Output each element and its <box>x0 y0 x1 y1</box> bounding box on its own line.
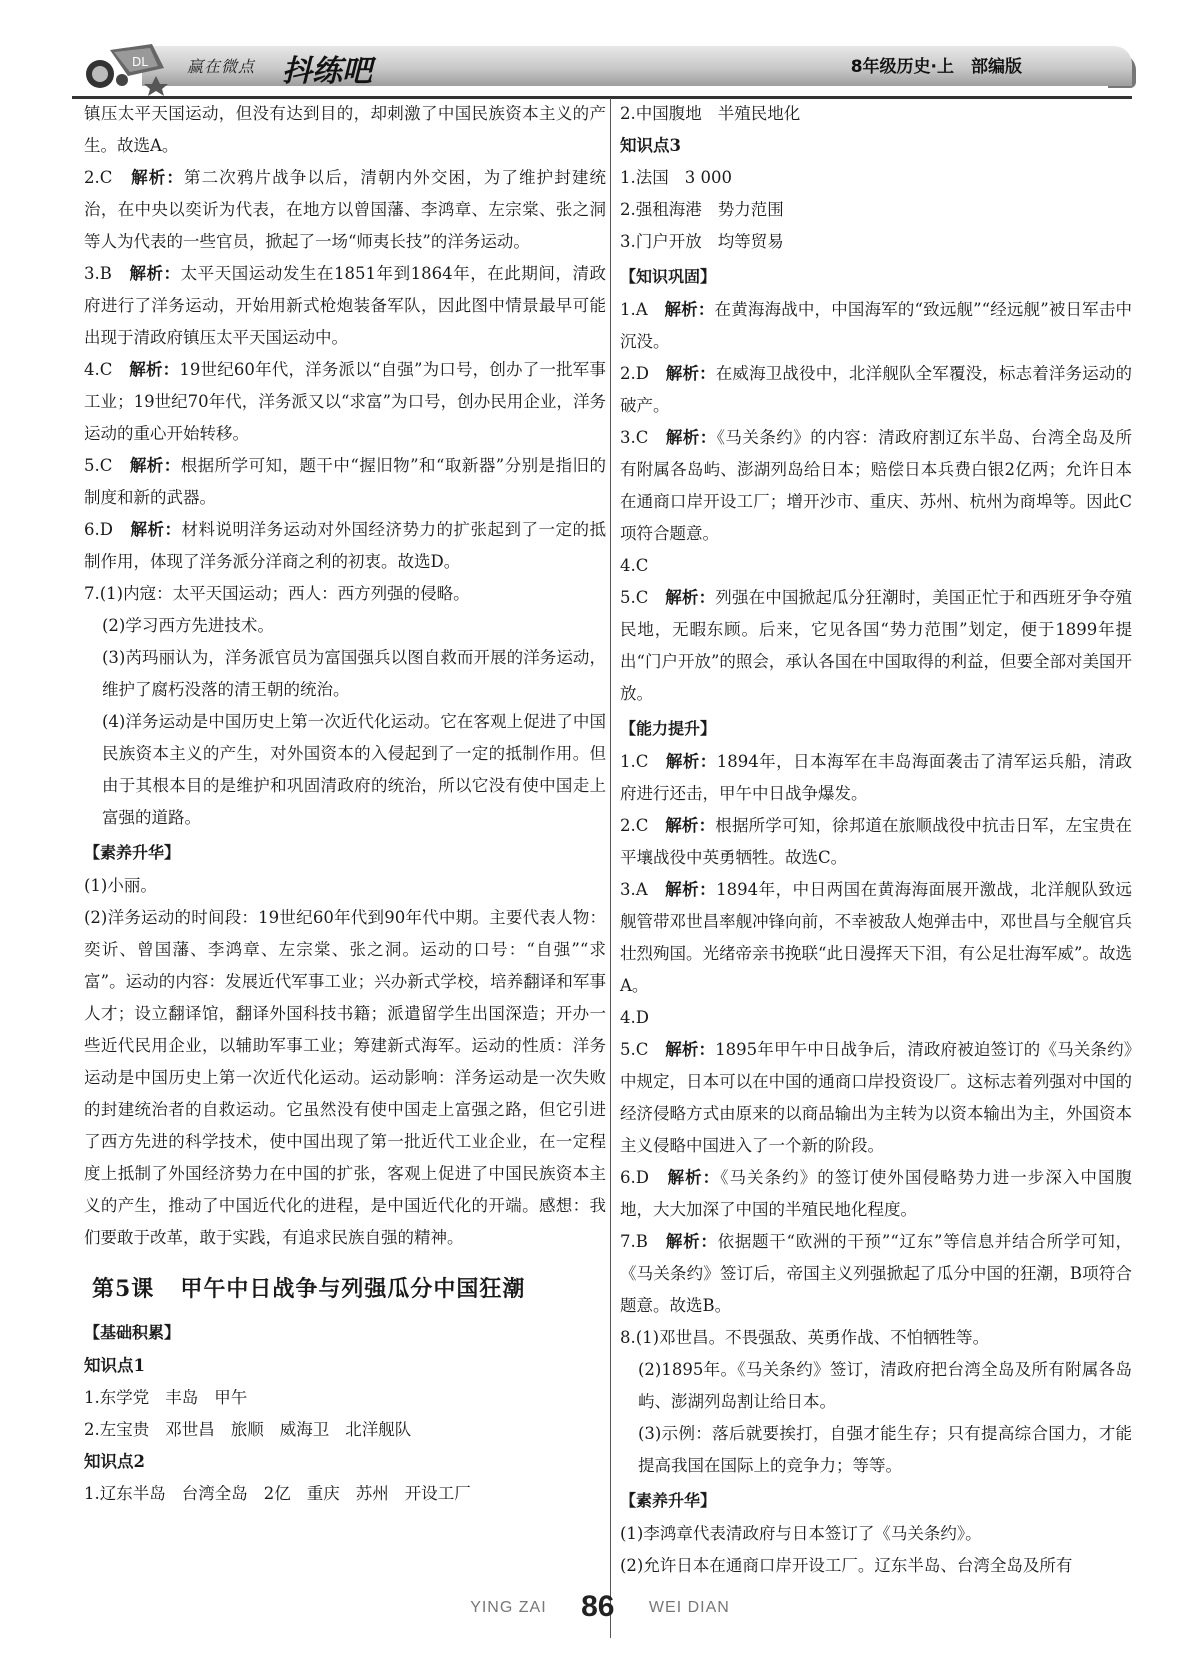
answer-item: 5.C 解析：根据所学可知，题干中“握旧物”和“取新器”分别是指旧的制度和新的武器。 <box>84 456 607 507</box>
answer-subitem: (3)示例：落后就要挨打，自强才能生存；只有提高综合国力，才能提高我国在国际上的竞争力；等等。 <box>638 1424 1132 1475</box>
page-footer <box>0 1590 1200 1630</box>
answer-item: 4.D <box>620 1008 649 1027</box>
page-number: 86 <box>581 1590 615 1623</box>
section-heading-jichu: 【基础积累】 <box>84 1323 181 1342</box>
answer-subitem: (3)芮玛丽认为，洋务派官员为富国强兵以图自救而开展的洋务运动，维护了腐朽没落的清王朝的统治。 <box>102 648 606 699</box>
knowledge-point-heading: 知识点2 <box>84 1452 145 1471</box>
answer-item: 5.C 解析：1895年甲午中日战争后，清政府被迫签订的《马关条约》中规定，日本可以在中国的通商口岸投资设厂。这标志着列强对中国的经济侵略方式由原来的以商品输出为主转为以资本输出为主，外国资本主义侵略中国进入了一个新的阶段。 <box>620 1040 1132 1155</box>
footer-left-text: YING ZAI <box>470 1599 547 1616</box>
lesson-title: 第5课 甲午中日战争与列强瓜分中国狂潮 <box>92 1276 526 1302</box>
answer-item: 3.A 解析：1894年，中日两国在黄海海面展开激战，北洋舰队致远舰管带邓世昌率舰冲锋向前，不幸被敌人炮弹击中，邓世昌与全舰官兵壮烈殉国。光绪帝亲书挽联“此日漫挥天下泪，有公足壮海军威”。故选A。 <box>620 880 1133 995</box>
page-header <box>72 40 1132 96</box>
section-heading-suyang: 【素养升华】 <box>620 1491 717 1510</box>
answer-item: 4.C 解析：19世纪60年代，洋务派以“自强”为口号，创办了一批军事工业；19世纪70年代，洋务派又以“求富”为口号，创办民用企业，洋务运动的重心开始转移。 <box>84 360 606 443</box>
answer-item: 8.(1)邓世昌。不畏强敌、英勇作战、不怕牺牲等。 <box>620 1328 990 1347</box>
knowledge-point-heading: 知识点1 <box>84 1356 145 1375</box>
answer-subitem: (1)小丽。 <box>84 876 157 895</box>
answer-item: 3.B 解析：太平天国运动发生在1851年到1864年，在此期间，清政府进行了洋务运动，开始用新式枪炮装备军队，因此图中情景最早可能出现于清政府镇压太平天国运动中。 <box>84 264 607 347</box>
answer-item: 1.A 解析：在黄海海战中，中国海军的“致远舰”“经远舰”被日军击中沉没。 <box>620 300 1133 351</box>
answer-item: 6.D 解析：《马关条约》的签订使外国侵略势力进一步深入中国腹地，大大加深了中国的半殖民地化程度。 <box>620 1168 1133 1219</box>
answer-item: 1.C 解析：1894年，日本海军在丰岛海面袭击了清军运兵船，清政府进行还击，甲午中日战争爆发。 <box>620 752 1132 803</box>
answer-line: 2.中国腹地 半殖民地化 <box>620 104 801 123</box>
section-heading-tisheng: 【能力提升】 <box>620 719 717 738</box>
answer-item: 2.C 解析：根据所学可知，徐邦道在旅顺战役中抗击日军，左宝贵在平壤战役中英勇牺牲。故选C。 <box>620 816 1133 867</box>
left-column <box>84 98 606 1510</box>
footer-right-text: WEI DIAN <box>648 1599 730 1616</box>
right-column <box>620 98 1132 1582</box>
answer-line: 2.强租海港 势力范围 <box>620 200 784 219</box>
brand-logo-icon <box>72 40 182 96</box>
answer-item: 5.C 解析：列强在中国掀起瓜分狂潮时，美国正忙于和西班牙争夺殖民地，无暇东顾。后来，它见各国“势力范围”划定，便于1899年提出“门户开放”的照会，承认各国在中国取得的利益，但要全部对美国开放。 <box>620 588 1133 703</box>
answer-line: 1.辽东半岛 台湾全岛 2亿 重庆 苏州 开设工厂 <box>84 1484 471 1503</box>
grade-info: 8年级历史·上 部编版 <box>850 57 1022 77</box>
answer-subitem: (4)洋务运动是中国历史上第一次近代化运动。它在客观上促进了中国民族资本主义的产生，对外国资本的入侵起到了一定的抵制作用。但由于其根本目的是维护和巩固清政府的统治，所以它没有使中国走上富强的道路。 <box>102 712 606 827</box>
answer-subitem: (2)洋务运动的时间段：19世纪60年代到90年代中期。主要代表人物：奕䜣、曾国藩、李鸿章、左宗棠、张之洞。运动的口号：“自强”“求富”。运动的内容：发展近代军事工业；兴办新式学校，培养翻译和军事人才；设立翻译馆，翻译外国科技书籍；派遣留学生出国深造；开办一些近代民用企业，以辅助军事工业；筹建新式海军。运动的性质：洋务运动是中国历史上第一次近代化运动。运动影响：洋务运动是一次失败的封建统治者的自救运动。它虽然没有使中国走上富强之路，但它引进了西方先进的科学技术，使中国出现了第一批近代工业企业，在一定程度上抵制了外国经济势力在中国的扩张，客观上促进了中国民族资本主义的产生，推动了中国近代化的进程，是中国近代化的开端。感想：我们要敢于改革，敢于实践，有追求民族自强的精神。 <box>84 908 606 1247</box>
answer-line: 3.门户开放 均等贸易 <box>620 232 784 251</box>
section-heading-gonggu: 【知识巩固】 <box>620 267 717 286</box>
answer-line: 镇压太平天国运动，但没有达到目的，却刺激了中国民族资本主义的产生。故选A。 <box>84 104 606 155</box>
answer-item: 3.C 解析：《马关条约》的内容：清政府割辽东半岛、台湾全岛及所有附属各岛屿、澎湖列岛给日本；赔偿日本兵费白银2亿两；允许日本在通商口岸开设工厂；增开沙市、重庆、苏州、杭州为商埠等。因此C项符合题意。 <box>620 428 1133 543</box>
answer-line: 1.法国 3 000 <box>620 168 732 187</box>
answer-item: 4.C <box>620 556 649 575</box>
answer-subitem: (2)允许日本在通商口岸开设工厂。辽东半岛、台湾全岛及所有 <box>620 1556 1073 1575</box>
answer-line: 2.左宝贵 邓世昌 旅顺 威海卫 北洋舰队 <box>84 1420 412 1439</box>
knowledge-point-heading: 知识点3 <box>620 136 681 155</box>
column-divider <box>610 98 611 1638</box>
answer-subitem: (2)1895年。《马关条约》签订，清政府把台湾全岛及所有附属各岛屿、澎湖列岛割让给日本。 <box>638 1360 1132 1411</box>
answer-item: 2.D 解析：在威海卫战役中，北洋舰队全军覆没，标志着洋务运动的破产。 <box>620 364 1133 415</box>
svg-text:DL: DL <box>132 55 148 69</box>
answer-item: 7.B 解析：依据题干“欧洲的干预”“辽东”等信息并结合所学可知，《马关条约》签订后，帝国主义列强掀起了瓜分中国的狂潮，B项符合题意。故选B。 <box>620 1232 1133 1315</box>
answer-item: 2.C 解析：第二次鸦片战争以后，清朝内外交困，为了维护封建统治，在中央以奕䜣为代表，在地方以曾国藩、李鸿章、左宗棠、张之洞等人为代表的一些官员，掀起了一场“师夷长技”的洋务运动。 <box>84 168 607 251</box>
answer-item: 7.(1)内寇：太平天国运动；西人：西方列强的侵略。 <box>84 584 470 603</box>
answer-subitem: (1)李鸿章代表清政府与日本签订了《马关条约》。 <box>620 1524 982 1543</box>
answer-line: 1.东学党 丰岛 甲午 <box>84 1388 248 1407</box>
header-brand: 抖练吧 <box>282 54 372 89</box>
answer-subitem: (2)学习西方先进技术。 <box>102 616 274 635</box>
answer-item: 6.D 解析：材料说明洋务运动对外国经济势力的扩张起到了一定的抵制作用，体现了洋务派分洋商之利的初衷。故选D。 <box>84 520 607 571</box>
header-slogan: 赢在微点 <box>187 57 256 76</box>
section-heading-suyang: 【素养升华】 <box>84 843 181 862</box>
